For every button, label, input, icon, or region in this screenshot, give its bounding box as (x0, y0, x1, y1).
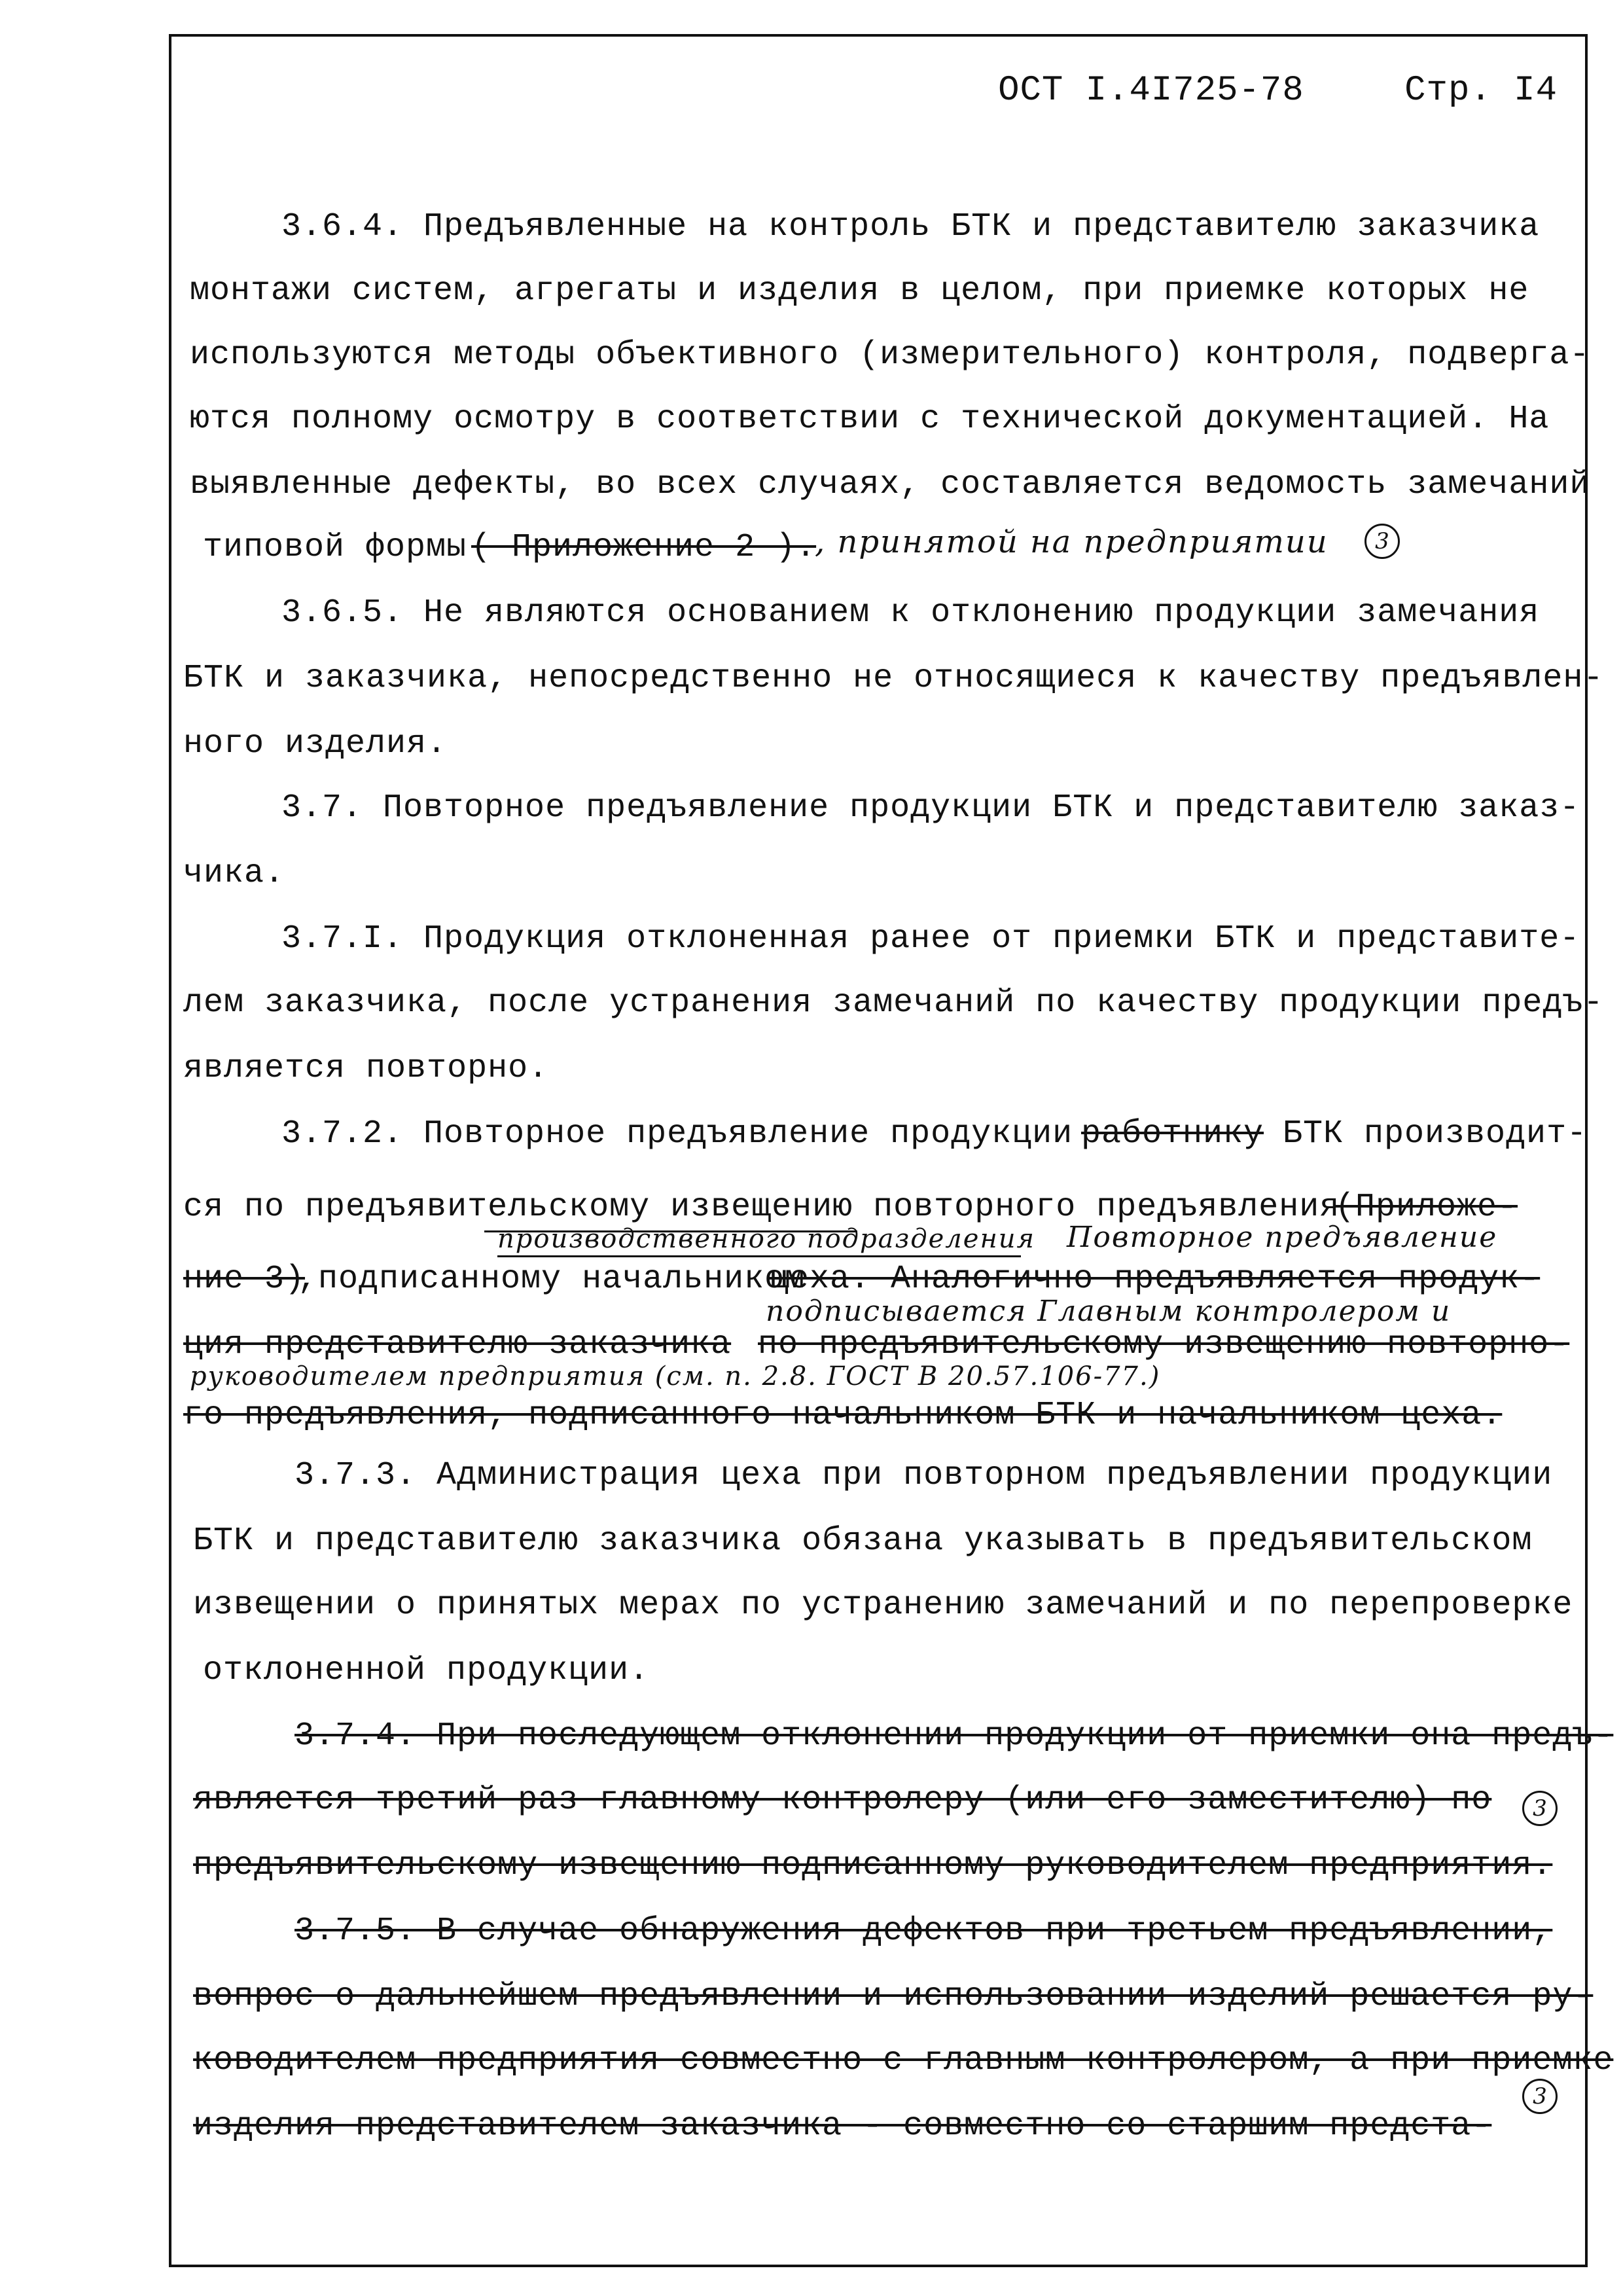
struck-text: ( Приложение 2 ). (471, 529, 817, 566)
text-line: ного изделия. (183, 725, 448, 762)
page-header (998, 71, 1558, 111)
text-line: 3.7. Повторное предъявление продукции БТК и представителю заказ- (281, 789, 1580, 827)
handwritten-insert: Повторное предъявление (1067, 1221, 1498, 1254)
text-line: выявленные дефекты, во всех случаях, составляется ведомость замечаний (190, 466, 1590, 503)
text-line: используются методы объективного (измерительного) контроля, подверга- (190, 336, 1590, 374)
text-line: отклоненной продукции. (203, 1652, 650, 1689)
struck-text: вопрос о дальнейшем предъявлении и использовании изделий решается ру- (193, 1978, 1594, 2015)
handwritten-insert: , принятой на предприятии (815, 524, 1329, 560)
struck-text: является третий раз главному контролеру (или его заместителю) по (193, 1782, 1492, 1819)
struck-text: ководителем предприятия совместно с главным контролером, а при приемке (193, 2042, 1614, 2079)
struck-text: 3.7.5. В случае обнаружения дефектов при третьем предъявлении, (294, 1912, 1553, 1950)
struck-text: ция представителю заказчика (183, 1326, 732, 1363)
handwritten-insert: подписывается Главным контролером и (766, 1295, 1452, 1328)
struck-text: по предъявительскому извещению повторно- (758, 1326, 1570, 1363)
text-line: является повторно. (183, 1050, 549, 1087)
text-line: БТК и представителю заказчика обязана указывать в предъявительском (193, 1522, 1533, 1560)
text-line: ются полному осмотру в соответствии с технической документацией. На (190, 401, 1550, 438)
text-line: БТК производит- (1283, 1115, 1588, 1153)
document-code: ОСТ I.4I725-78 (998, 71, 1304, 111)
struck-text: ние 3) (183, 1261, 306, 1298)
struck-text: предъявительскому извещению подписанному руководителем предприятия. (193, 1847, 1553, 1884)
handwritten-underline (497, 1255, 1021, 1257)
struck-text: изделия представителем заказчика - совместно со старшим предста- (193, 2108, 1492, 2145)
revision-circle-mark: 3 (1364, 524, 1400, 559)
text-line: 3.7.3. Администрация цеха при повторном предъявлении продукции (294, 1457, 1553, 1494)
text-line: лем заказчика, после устранения замечаний по качеству продукции предъ- (183, 984, 1604, 1022)
text-line: извещении о принятых мерах по устранению замечаний и по перепроверке (193, 1587, 1573, 1624)
text-line: БТК и заказчика, непосредственно не относящиеся к качеству предъявлен- (183, 660, 1604, 697)
text-line: 3.6.5. Не являются основанием к отклонению продукции замечания (281, 594, 1540, 632)
text-line: монтажи систем, агрегаты и изделия в целом, при приемке которых не (190, 272, 1529, 310)
struck-text: (Приложе- (1335, 1189, 1518, 1226)
text-line: ,подписанному начальником (298, 1261, 806, 1298)
handwritten-insert: руководителем предприятия (см. п. 2.8. ГОСТ В 20.57.106-77.) (190, 1361, 1161, 1391)
text-line: 3.6.4. Предъявленные на контроль БТК и представителю заказчика (281, 208, 1540, 245)
text-line: 3.7.2. Повторное предъявление продукции (281, 1115, 1073, 1153)
text-line: чика. (183, 855, 285, 892)
revision-circle-mark: 3 (1522, 1791, 1558, 1826)
struck-text: го предъявления, подписанного начальником БТК и начальником цеха. (183, 1397, 1503, 1434)
struck-text: работнику (1081, 1115, 1264, 1153)
page-number: Стр. I4 (1404, 71, 1558, 111)
text-line: типовой формы (203, 529, 467, 566)
text-line: 3.7.I. Продукция отклоненная ранее от приемки БТК и представите- (281, 920, 1580, 958)
struck-text: 3.7.4. При последующем отклонении продукции от приемки она предъ- (294, 1717, 1614, 1755)
handwritten-insert: производственного подразделения (497, 1224, 1036, 1254)
struck-text: цеха. Аналогично предъявляется продук- (769, 1261, 1541, 1298)
revision-circle-mark: 3 (1522, 2079, 1558, 2114)
text-line: ся по предъявительскому извещению повторного предъявления (183, 1189, 1340, 1226)
